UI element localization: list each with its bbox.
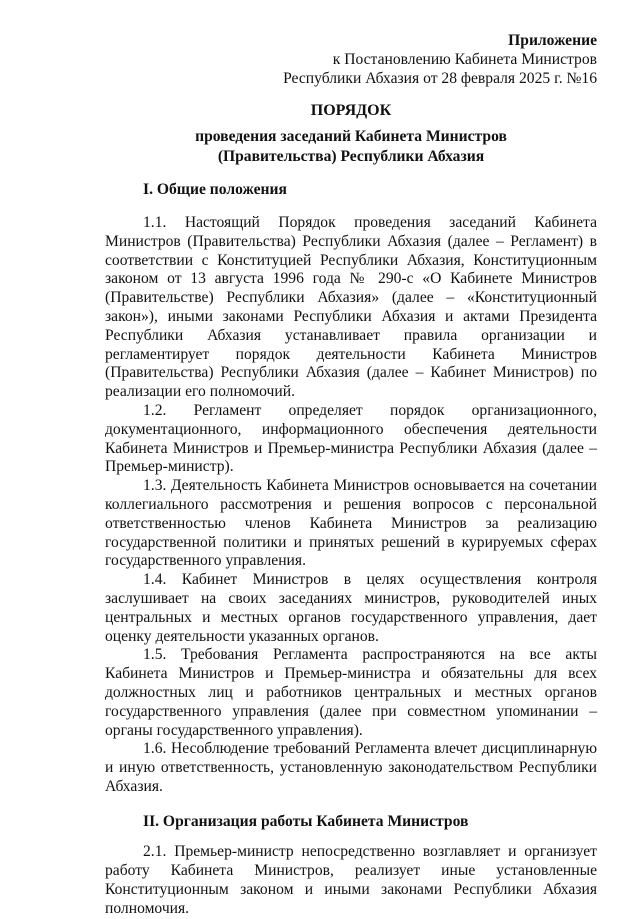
paragraph-1-1: 1.1. Настоящий Порядок проведения заседаний Кабинета Министров (Правительства) Республики Абхазия (далее – Регламент) в соответствии с Конституцией Республики Абхазия, Конституционным законом от 13 августа 1996 года № 290-с «О Кабинете Министров (Правительстве) Республики Абхазия» (далее – «Конституционный закон»), иными законами Республики Абхазия и актами Президента Республики Абхазия устанавливает правила организации и регламентирует порядок деятельности Кабинета Министров (Правительства) Республики Абхазия (далее – Кабинет Министров) по реализации его полномочий. bbox=[105, 213, 597, 401]
appendix-line-1: к Постановлению Кабинета Министров bbox=[332, 50, 597, 68]
subtitle-line-2: (Правительства) Республики Абхазия bbox=[217, 148, 485, 166]
document-title: ПОРЯДОК bbox=[310, 102, 392, 120]
section-1-heading: I. Общие положения bbox=[143, 181, 287, 199]
paragraph-1-3: 1.3. Деятельность Кабинета Министров основывается на сочетании коллегиального рассмотрения и решения вопросов с персональной ответственностью членов Кабинета Министров за реализацию государственной политики и принятых решений в курируемых сферах государственного управления. bbox=[105, 477, 597, 570]
paragraph-1-6: 1.6. Несоблюдение требований Регламента влечет дисциплинарную и иную ответственность, установленную законодательством Республики Абхазия. bbox=[105, 740, 597, 795]
document-page bbox=[105, 32, 597, 919]
section-2-heading: II. Организация работы Кабинета Министров bbox=[143, 812, 469, 830]
appendix-label: Приложение bbox=[508, 32, 597, 49]
paragraph-1-2: 1.2. Регламент определяет порядок организационного, документационного, информационного обеспечения деятельности Кабинета Министров и Премьер-министра Республики Абхазия (далее – Премьер-министр). bbox=[105, 401, 597, 476]
paragraph-1-4: 1.4. Кабинет Министров в целях осуществления контроля заслушивает на своих заседаниях министров, руководителей иных центральных и местных органов государственного управления, дает оценку деятельности указанных органов. bbox=[105, 571, 597, 645]
subtitle-line-1: проведения заседаний Кабинета Министров bbox=[195, 128, 507, 146]
appendix-line-2: Республики Абхазия от 28 февраля 2025 г. №16 bbox=[283, 69, 597, 87]
paragraph-1-5: 1.5. Требования Регламента распространяются на все акты Кабинета Министров и Премьер-министра и обязательны для всех должностных лиц и работников центральных и местных органов государственного управления (далее при совместном упоминании – органы государственного управления). bbox=[105, 646, 597, 739]
document-subtitle bbox=[105, 127, 597, 167]
paragraph-2-1: 2.1. Премьер-министр непосредственно возглавляет и организует работу Кабинета Министров, реализует иные установленные Конституционным законом и иными законами Республики Абхазия полномочия. bbox=[105, 843, 597, 917]
